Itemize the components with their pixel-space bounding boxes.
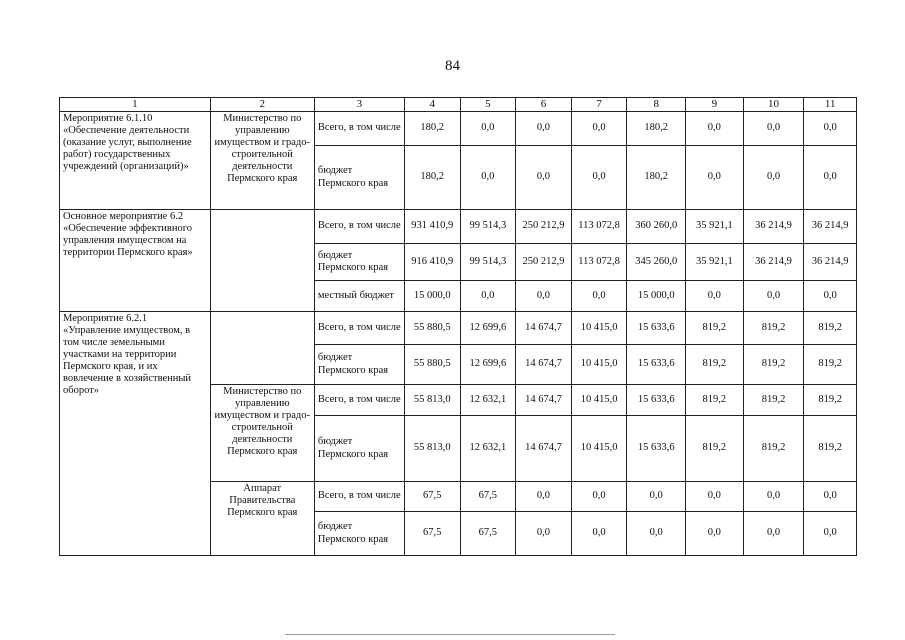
value-cell: 819,2 (804, 385, 857, 416)
value-cell: 10 415,0 (571, 385, 627, 416)
value-cell: 36 214,9 (804, 210, 857, 244)
value-cell: 67,5 (404, 482, 460, 512)
value-cell: 250 212,9 (516, 244, 572, 281)
value-cell: 916 410,9 (404, 244, 460, 281)
value-cell: 0,0 (743, 112, 804, 146)
value-cell: 0,0 (686, 512, 744, 556)
value-cell: 10 415,0 (571, 345, 627, 385)
page-number: 84 (445, 58, 460, 74)
value-cell: 819,2 (804, 416, 857, 482)
table-row (60, 210, 857, 244)
value-cell: 12 699,6 (460, 345, 516, 385)
budget-table (59, 97, 857, 556)
header-cell: 11 (804, 98, 857, 112)
value-cell: 0,0 (571, 112, 627, 146)
value-cell: 55 813,0 (404, 416, 460, 482)
value-cell: 36 214,9 (743, 244, 804, 281)
value-cell: 15 633,6 (627, 345, 686, 385)
value-cell: 819,2 (743, 312, 804, 345)
value-cell: 0,0 (571, 281, 627, 312)
value-cell: 55 880,5 (404, 312, 460, 345)
header-cell: 7 (571, 98, 627, 112)
value-cell: 0,0 (804, 512, 857, 556)
value-cell: 360 260,0 (627, 210, 686, 244)
value-cell: 0,0 (686, 112, 744, 146)
value-cell: 0,0 (627, 512, 686, 556)
value-cell: 0,0 (516, 482, 572, 512)
row-label-cell: бюджет Пермского края (314, 345, 404, 385)
header-cell: 6 (516, 98, 572, 112)
value-cell: 250 212,9 (516, 210, 572, 244)
value-cell: 819,2 (686, 385, 744, 416)
value-cell: 15 633,6 (627, 385, 686, 416)
value-cell: 819,2 (743, 345, 804, 385)
value-cell: 15 000,0 (404, 281, 460, 312)
value-cell: 10 415,0 (571, 416, 627, 482)
row-label-cell: Всего, в том числе (314, 312, 404, 345)
event-6-2-1-cell: Мероприятие 6.2.1 «Управление имуществом, в том числе земельными участками на территории Пермского края, и их вовлечение в хозяйственный оборот» (60, 312, 211, 556)
header-cell: 4 (404, 98, 460, 112)
responsible-ministry-cell: Министерство по управлению имуществом и градо-строительной деятельности Пермского края (210, 385, 314, 482)
value-cell: 10 415,0 (571, 312, 627, 345)
value-cell: 14 674,7 (516, 345, 572, 385)
value-cell: 0,0 (804, 281, 857, 312)
header-cell: 8 (627, 98, 686, 112)
value-cell: 113 072,8 (571, 244, 627, 281)
responsible-apparatus-cell: Аппарат Правительства Пермского края (210, 482, 314, 556)
value-cell: 819,2 (686, 345, 744, 385)
value-cell: 0,0 (743, 482, 804, 512)
value-cell: 819,2 (804, 345, 857, 385)
value-cell: 0,0 (686, 482, 744, 512)
value-cell: 0,0 (516, 146, 572, 210)
value-cell: 14 674,7 (516, 312, 572, 345)
row-label-cell: местный бюджет (314, 281, 404, 312)
value-cell: 67,5 (460, 482, 516, 512)
event-6-2-cell: Основное мероприятие 6.2 «Обеспечение эффективного управления имуществом на территории Пермского края» (60, 210, 211, 312)
header-cell: 10 (743, 98, 804, 112)
value-cell: 819,2 (804, 312, 857, 345)
value-cell: 36 214,9 (804, 244, 857, 281)
value-cell: 0,0 (743, 512, 804, 556)
value-cell: 0,0 (460, 112, 516, 146)
table-row (60, 312, 857, 345)
value-cell: 55 880,5 (404, 345, 460, 385)
row-label-cell: Всего, в том числе (314, 385, 404, 416)
value-cell: 819,2 (686, 416, 744, 482)
value-cell: 819,2 (743, 385, 804, 416)
value-cell: 0,0 (571, 146, 627, 210)
value-cell: 15 633,6 (627, 416, 686, 482)
value-cell: 0,0 (627, 482, 686, 512)
value-cell: 819,2 (743, 416, 804, 482)
value-cell: 0,0 (460, 146, 516, 210)
value-cell: 345 260,0 (627, 244, 686, 281)
value-cell: 99 514,3 (460, 244, 516, 281)
row-label-cell: Всего, в том числе (314, 482, 404, 512)
header-cell: 5 (460, 98, 516, 112)
value-cell: 35 921,1 (686, 244, 744, 281)
row-label-cell: бюджет Пермского края (314, 416, 404, 482)
value-cell: 14 674,7 (516, 385, 572, 416)
value-cell: 0,0 (743, 146, 804, 210)
value-cell: 0,0 (804, 112, 857, 146)
value-cell: 113 072,8 (571, 210, 627, 244)
value-cell: 12 699,6 (460, 312, 516, 345)
value-cell: 0,0 (686, 281, 744, 312)
value-cell: 36 214,9 (743, 210, 804, 244)
value-cell: 180,2 (404, 146, 460, 210)
row-label-cell: Всего, в том числе (314, 210, 404, 244)
value-cell: 0,0 (804, 146, 857, 210)
value-cell: 0,0 (516, 512, 572, 556)
value-cell: 67,5 (404, 512, 460, 556)
value-cell: 0,0 (460, 281, 516, 312)
header-cell: 1 (60, 98, 211, 112)
value-cell: 0,0 (516, 281, 572, 312)
header-cell: 9 (686, 98, 744, 112)
responsible-ministry-cell: Министерство по управлению имуществом и градо-строительной деятельности Пермского края (210, 112, 314, 210)
value-cell: 180,2 (404, 112, 460, 146)
header-row (60, 98, 857, 112)
empty-responsible-cell (210, 210, 314, 312)
empty-responsible-cell (210, 312, 314, 385)
value-cell: 15 633,6 (627, 312, 686, 345)
table-row (60, 112, 857, 146)
event-6-1-10-cell: Мероприятие 6.1.10 «Обеспечение деятельности (оказание услуг, выполнение работ) государственных учреждений (организаций)» (60, 112, 211, 210)
value-cell: 12 632,1 (460, 416, 516, 482)
value-cell: 180,2 (627, 112, 686, 146)
row-label-cell: Всего, в том числе (314, 112, 404, 146)
value-cell: 0,0 (804, 482, 857, 512)
value-cell: 180,2 (627, 146, 686, 210)
header-cell: 2 (210, 98, 314, 112)
value-cell: 819,2 (686, 312, 744, 345)
header-cell: 3 (314, 98, 404, 112)
value-cell: 0,0 (571, 482, 627, 512)
value-cell: 35 921,1 (686, 210, 744, 244)
value-cell: 0,0 (571, 512, 627, 556)
value-cell: 14 674,7 (516, 416, 572, 482)
value-cell: 99 514,3 (460, 210, 516, 244)
footer-line (285, 634, 615, 635)
value-cell: 0,0 (743, 281, 804, 312)
value-cell: 15 000,0 (627, 281, 686, 312)
value-cell: 0,0 (516, 112, 572, 146)
value-cell: 55 813,0 (404, 385, 460, 416)
value-cell: 931 410,9 (404, 210, 460, 244)
row-label-cell: бюджет Пермского края (314, 244, 404, 281)
row-label-cell: бюджет Пермского края (314, 512, 404, 556)
row-label-cell: бюджет Пермского края (314, 146, 404, 210)
value-cell: 12 632,1 (460, 385, 516, 416)
value-cell: 0,0 (686, 146, 744, 210)
value-cell: 67,5 (460, 512, 516, 556)
